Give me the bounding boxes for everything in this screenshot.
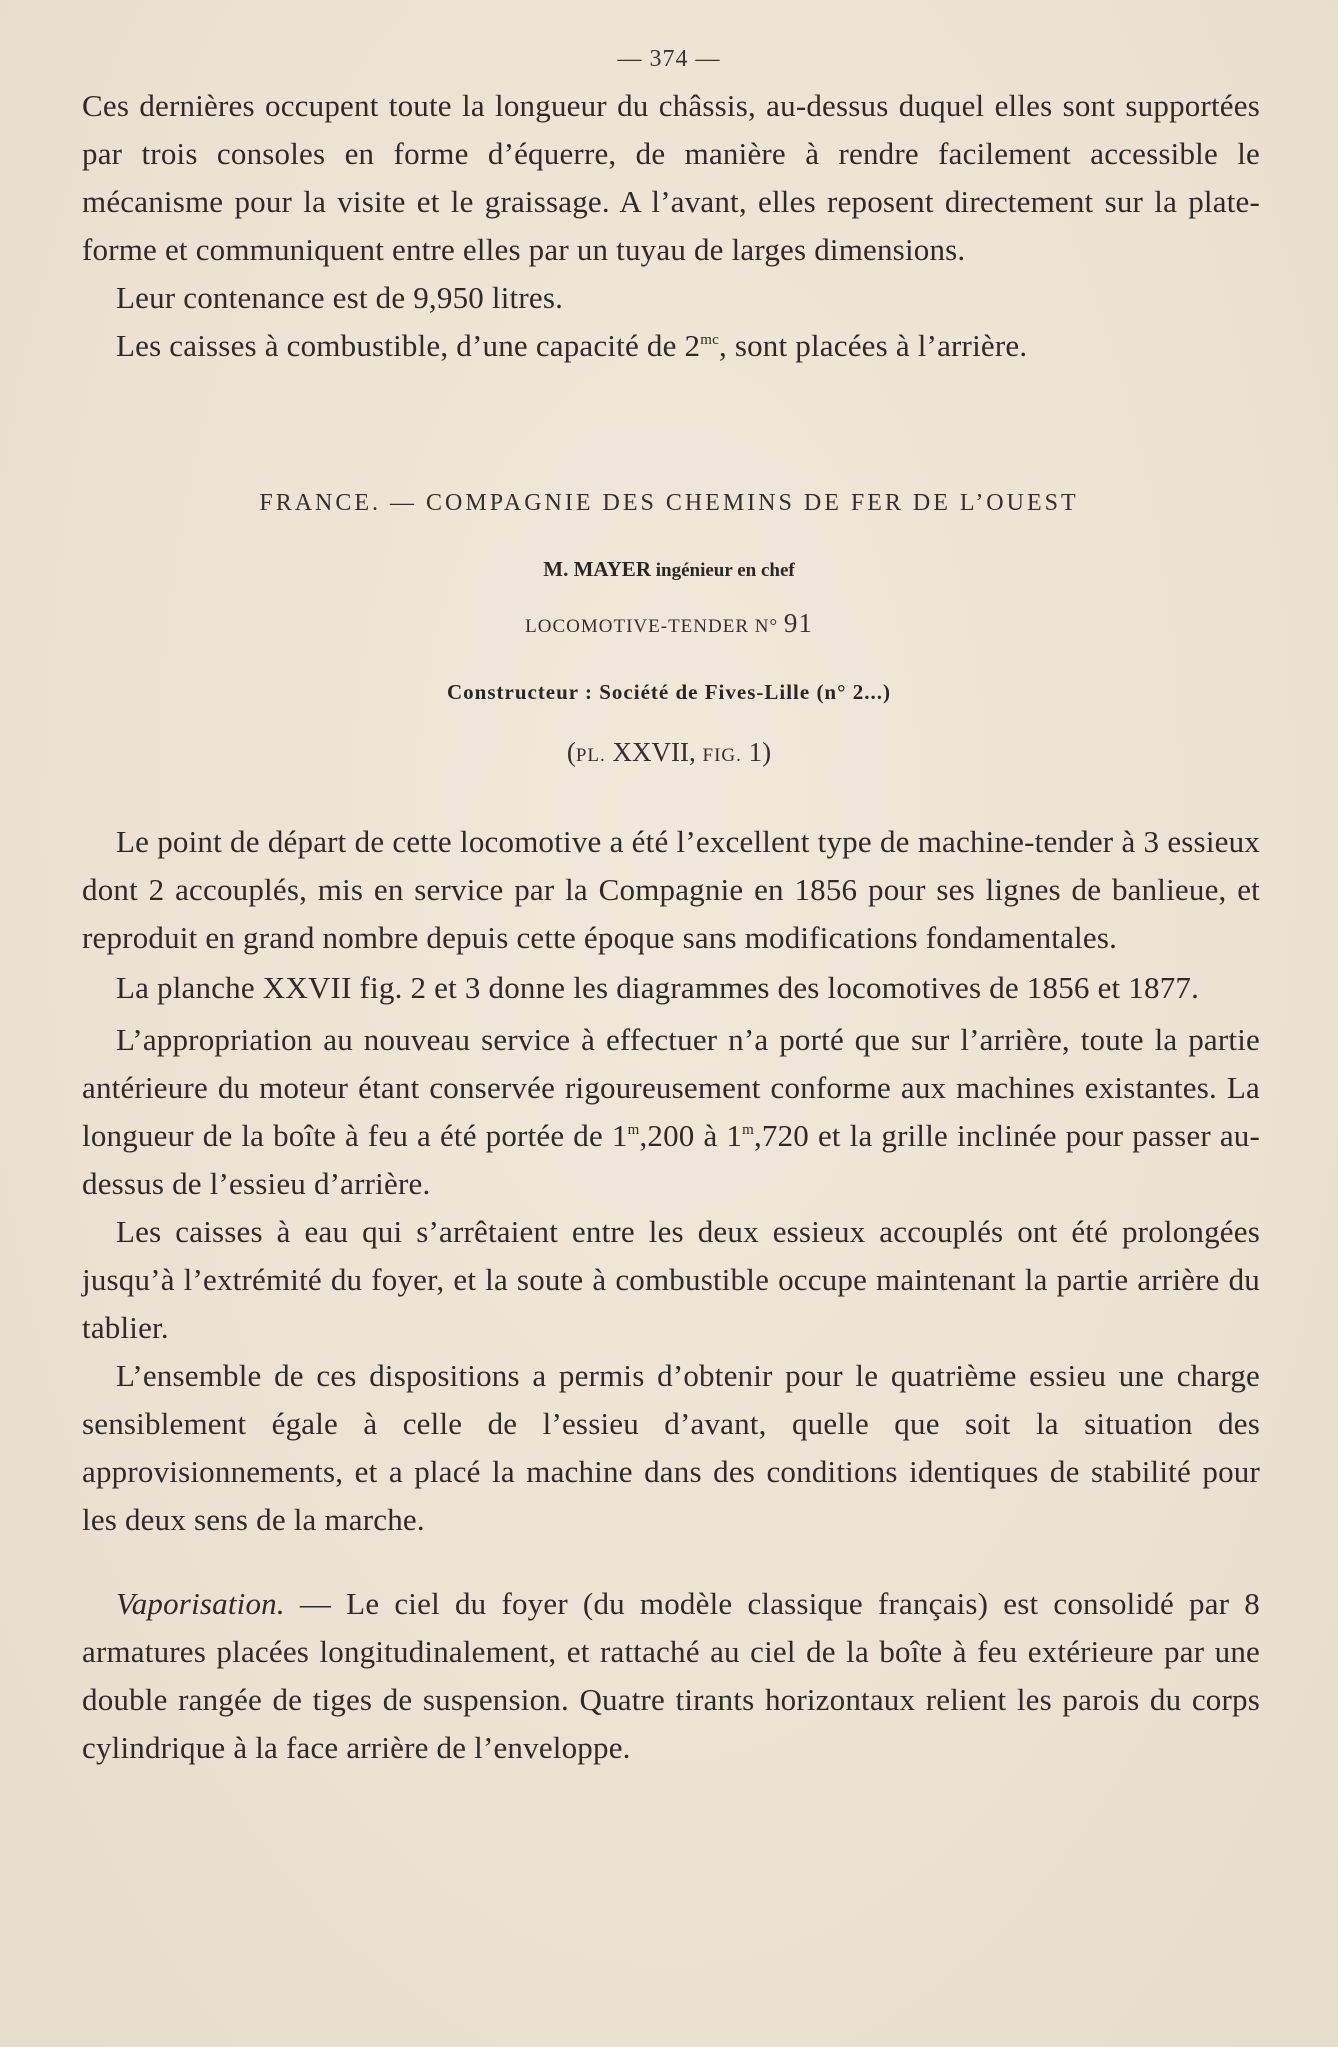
superscript-unit: m [742,1122,754,1138]
plate-reference [0,737,1338,768]
paragraph-3 [82,322,1260,370]
section-lead: Vaporisation. [116,1586,285,1621]
paren: ( [566,737,576,767]
paragraph-9 [82,1580,1260,1772]
figure-number: 1) [741,737,772,767]
main-text-block [82,818,1260,1772]
text-run: Les caisses à combustible, d’une capacité de 2 [116,328,701,363]
top-text-block [82,82,1260,370]
paragraph-8: L’ensemble de ces dispositions a permis d’obtenir pour le quatrième essieu une charge sensiblement égale à celle de l’essieu d’avant, quelle que soit la situation des approvisionnements, et a placé la machine dans des conditions identiques de stabilité pour les deux sens de la marche. [82,1358,1260,1537]
engineer-title: ingénieur en chef [650,560,795,581]
line: un tuyau de larges dimensions. [576,232,966,267]
figure-label: FIG. [702,745,742,766]
builder-line: Constructeur : Société de Fives-Lille (n° 2...) [446,680,892,704]
engineer-name: M. MAYER [543,557,651,581]
paragraph-1 [82,82,1260,274]
plate-label: PL. [575,745,606,766]
superscript-unit: mc [700,332,719,348]
paragraph-2: Leur contenance est de 9,950 litres. [116,280,564,315]
locomotive-label: LOCOMOTIVE-TENDER N° [525,616,784,637]
text-run: — Le ciel du foyer (du modèle classique français) est consolidé par 8 armatures placées longitudinalement, et rattaché au ciel de la boîte à feu extérieure par une double rangée de tiges de suspension. Quatre tirants horizontaux relient les parois du corps cylindrique à la face arrière de l’enveloppe. [82,1586,1260,1765]
paragraph-6 [82,1016,1260,1208]
line: facilement accessible le mécanisme pour la visite et le graissage. A l’avant, [82,136,1260,219]
section-heading-company: FRANCE. — COMPAGNIE DES CHEMINS DE FER DE L’OUEST [259,490,1079,516]
text-run: ,720 et la grille inclinée pour passer au-dessus de l’essieu d’arrière. [82,1118,1261,1201]
locomotive-number: 91 [783,608,813,638]
line: Ces dernières occupent toute la longueur du châssis, au-dessus duquel elles [82,88,1053,123]
locomotive-title [0,608,1338,639]
paragraph-4: Le point de départ de cette locomotive a été l’excellent type de machine-tender à 3 essieux dont 2 accouplés, mis en service par la Compagnie en 1856 pour ses lignes de banlieue, et reproduit en grand nombre depuis cette époque sans modifications fondamentales. [82,824,1260,955]
line: sont supportées par trois consoles en forme d’équerre, de manière à rendre [82,88,1260,171]
text-run: ,200 à 1 [639,1118,743,1153]
text-run: , sont placées à l’arrière. [718,328,1028,363]
line: elles reposent directement sur la plate-forme et communiquent entre elles par [82,184,1260,267]
plate-number: XXVII, [605,737,703,767]
page-number: — 374 — [617,46,721,72]
paragraph-7: Les caisses à eau qui s’arrêtaient entre les deux essieux accouplés ont été prolongées jusqu’à l’extrémité du foyer, et la soute à combustible occupe maintenant la partie arrière du tablier. [82,1214,1260,1345]
engineer-line [0,557,1338,582]
text-run: L’appropriation au nouveau service à effectuer n’a porté que sur l’arrière, toute la partie antérieure du moteur étant conservée rigoureusement conforme aux machines existantes. La longueur de la boîte à feu a été portée de 1 [82,1022,1260,1153]
superscript-unit: m [627,1122,640,1138]
paragraph-5: La planche XXVII fig. 2 et 3 donne les diagrammes des locomotives de 1856 et 1877. [116,970,1200,1005]
